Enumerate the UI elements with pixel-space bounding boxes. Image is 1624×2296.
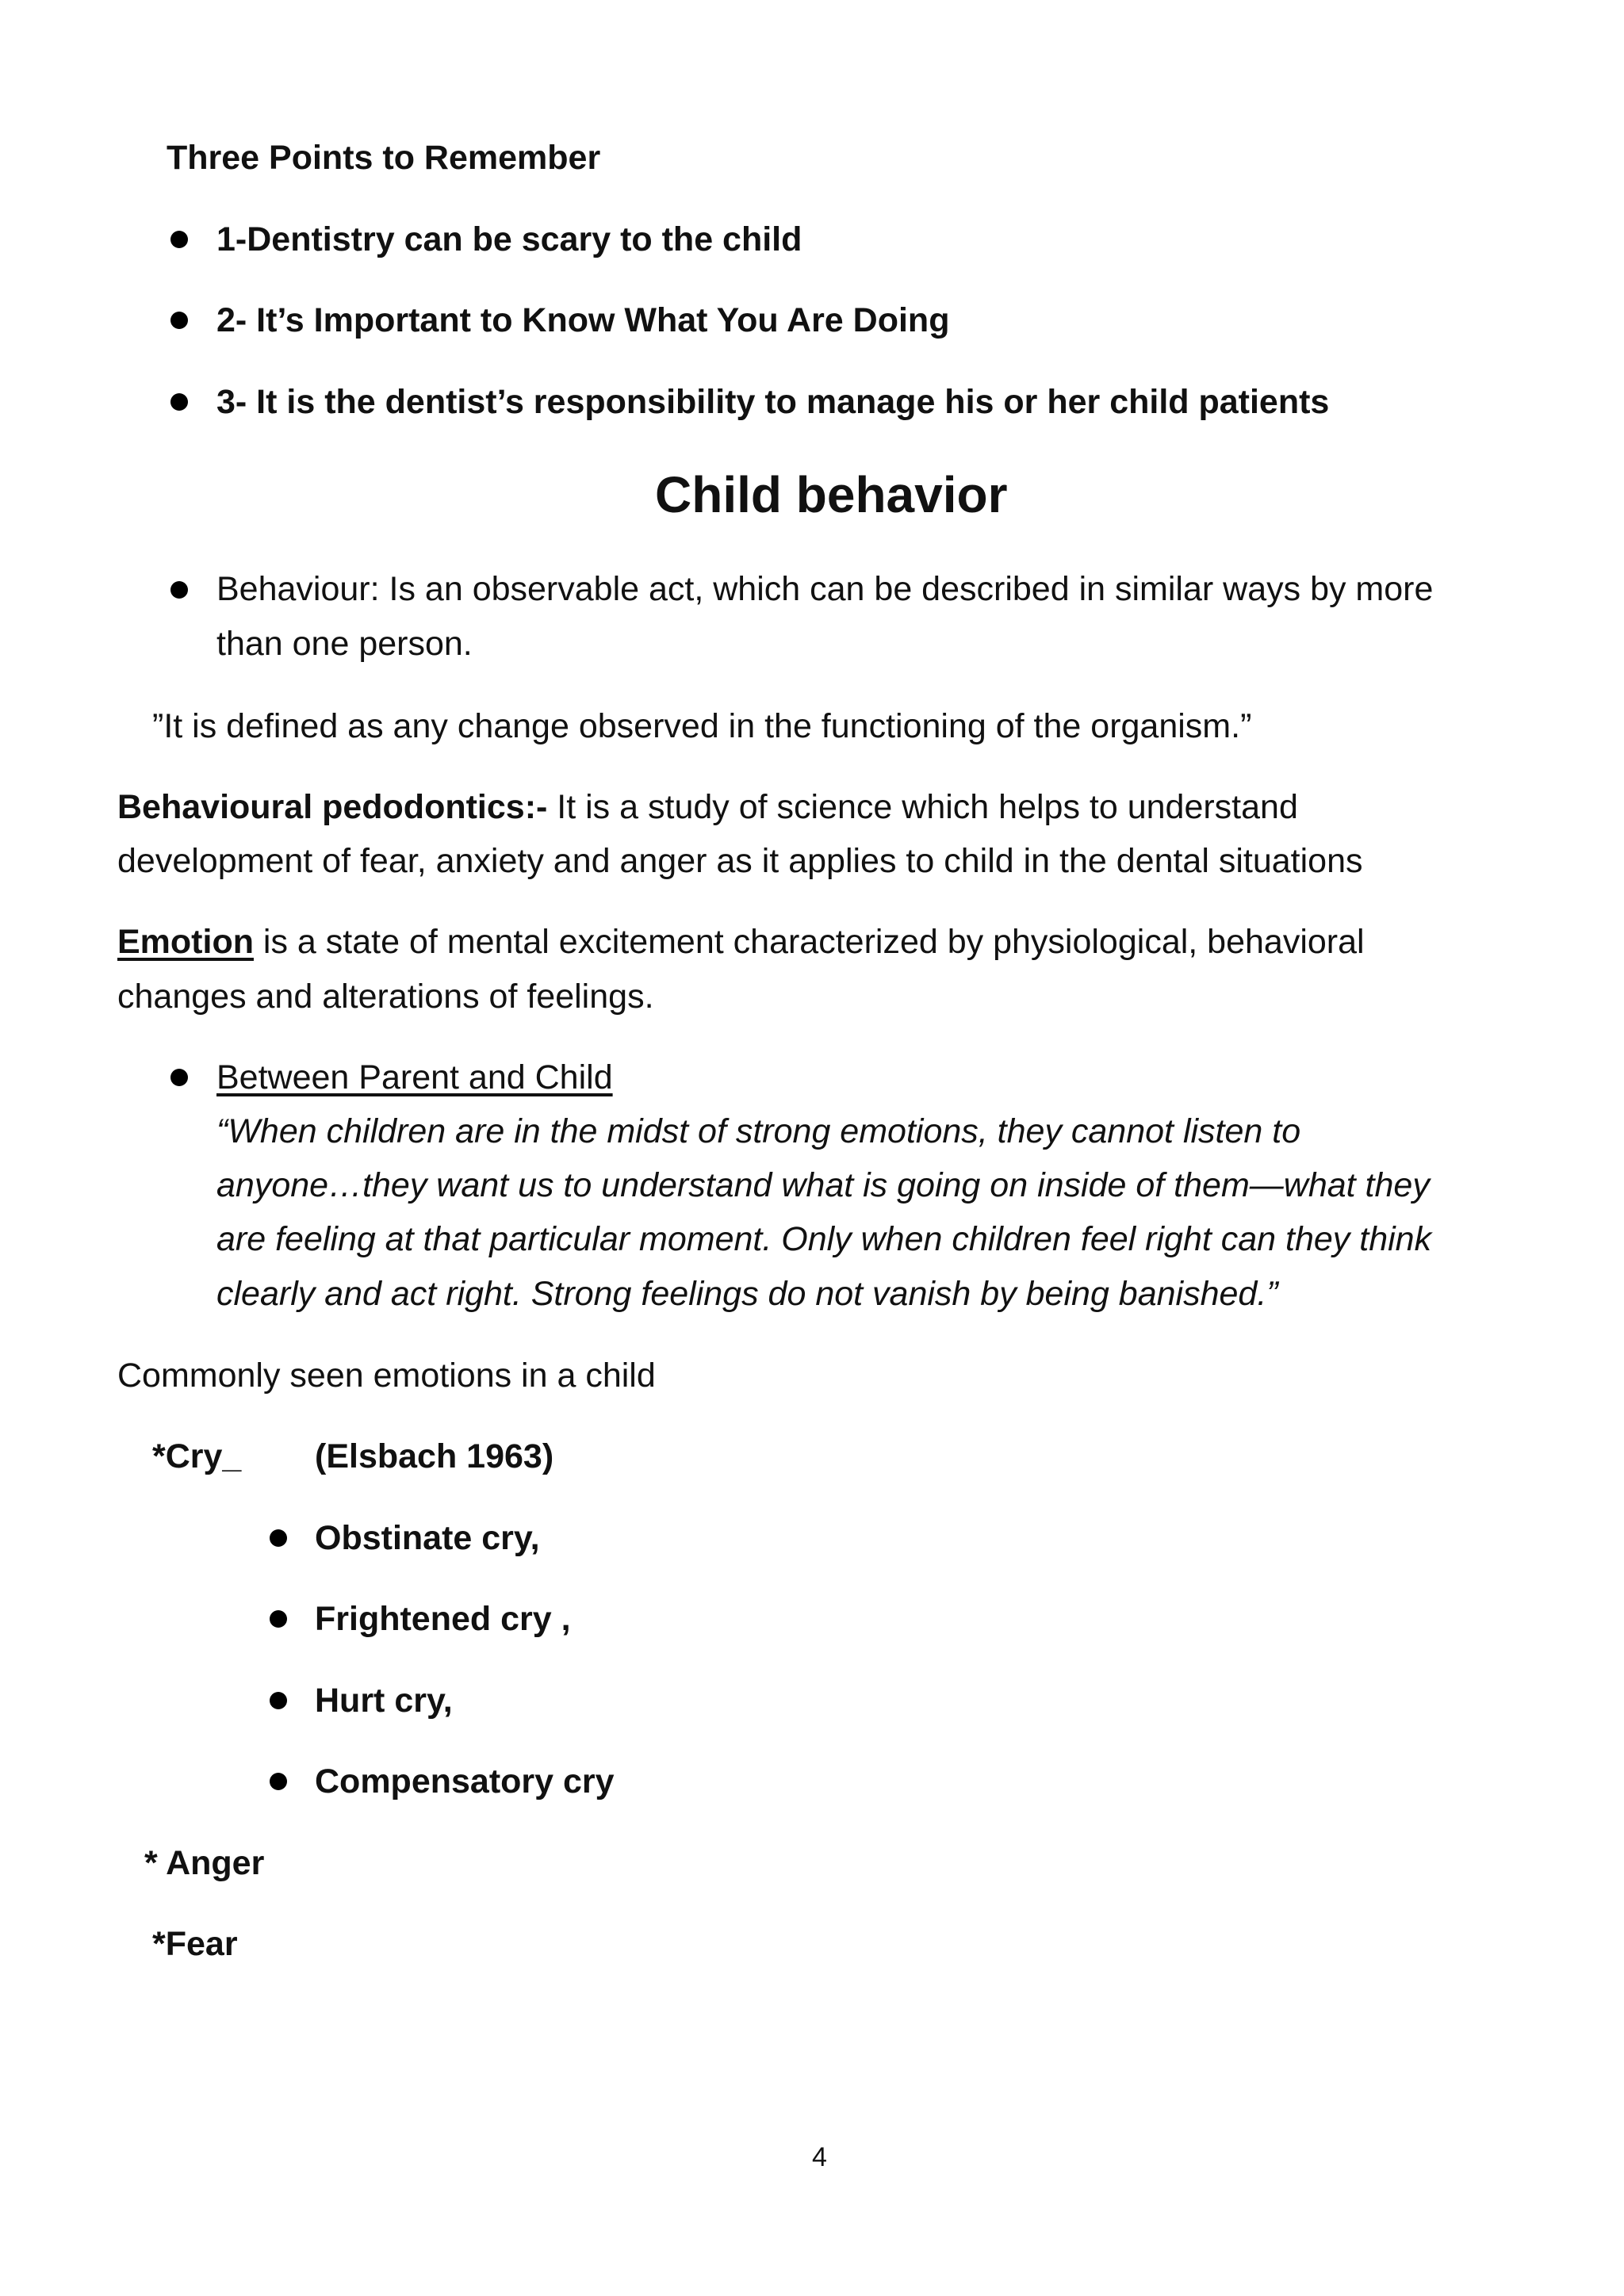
cry-label: *Cry_ [152,1437,242,1475]
bullet-icon [170,393,188,411]
bullet-icon [170,231,188,248]
quote-line-2: anyone…they want us to understand what is going on inside of them—what they [216,1166,1430,1204]
emotions-intro: Commonly seen emotions in a child [117,1357,656,1395]
point-1: 1-Dentistry can be scary to the child [216,220,802,258]
point-2: 2- It’s Important to Know What You Are Doing [216,301,950,339]
pedodontics-text: It is a study of science which helps to understand [547,788,1298,826]
emotion-text: is a state of mental excitement characterized by physiological, behavioral [253,923,1365,961]
quote-line-3: are feeling at that particular moment. Only when children feel right can they think [216,1220,1432,1258]
bullet-icon [170,312,188,329]
cry-citation: (Elsbach 1963) [315,1437,554,1475]
bullet-icon [170,581,188,599]
behaviour-line-2: than one person. [216,625,473,663]
bullet-icon [270,1529,287,1547]
bullet-icon [270,1610,287,1628]
bullet-icon [270,1692,287,1709]
quote-line-4: clearly and act right. Strong feelings do not vanish by being banished.” [216,1275,1278,1313]
bullet-icon [170,1069,188,1086]
behaviour-line-1: Behaviour: Is an observable act, which can be described in similar ways by more [216,570,1434,608]
cry-type: Obstinate cry, [315,1519,540,1557]
fear-label: *Fear [152,1925,238,1963]
emotion-term: Emotion [117,923,254,961]
point-3: 3- It is the dentist’s responsibility to manage his or her child patients [216,383,1330,421]
emotion-line-2: changes and alterations of feelings. [117,978,654,1016]
pedodontics-line-1 [117,790,1298,825]
page-number: 4 [812,2142,827,2172]
page-heading: Child behavior [655,466,1008,523]
anger-label: * Anger [144,1844,265,1882]
cry-type: Frightened cry , [315,1600,571,1638]
emotion-line-1 [117,925,1365,959]
quote-line-1: “When children are in the midst of strong emotions, they cannot listen to [216,1112,1301,1150]
definition-quote: ”It is defined as any change observed in the functioning of the organism.” [152,707,1252,745]
pedodontics-term: Behavioural pedodontics:- [117,788,548,826]
pedodontics-line-2: development of fear, anxiety and anger as it applies to child in the dental situations [117,842,1363,880]
parent-child-title: Between Parent and Child [216,1058,613,1096]
cry-type: Hurt cry, [315,1682,453,1720]
cry-type: Compensatory cry [315,1762,615,1800]
bullet-icon [270,1773,287,1790]
section-title: Three Points to Remember [167,139,601,177]
